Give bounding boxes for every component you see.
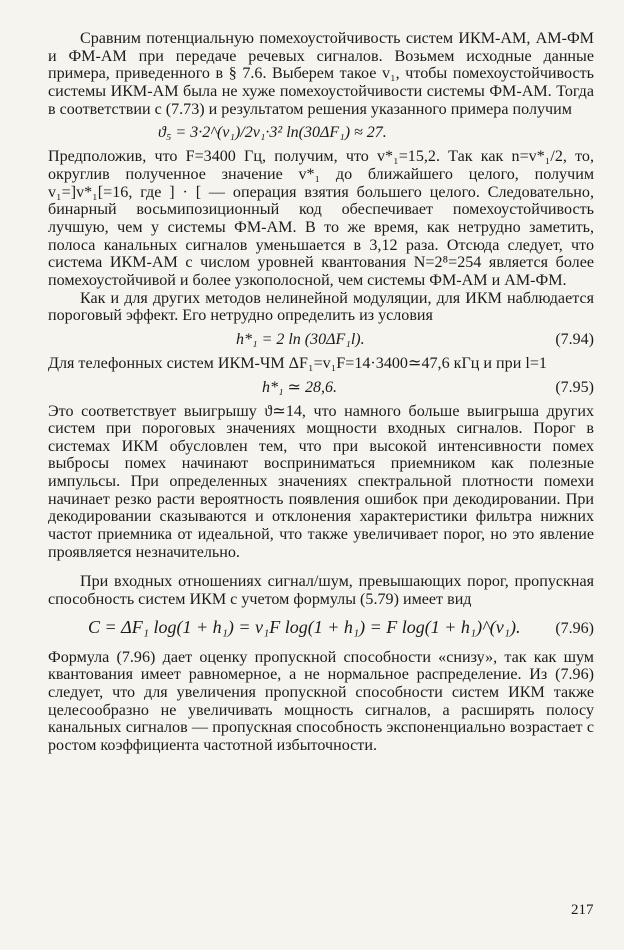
equation-4-formula: C = ΔF₁ log(1 + h₁) = v₁F log(1 + h₁) = F log(1 + h₁)^(v₁). [88,616,521,637]
equation-2-number: (7.94) [555,330,594,348]
equation-1 [48,118,594,148]
page-number: 217 [571,902,594,918]
paragraph-1: Сравним потенциальную помехоустойчивость систем ИКМ-АМ, АМ-ФМ и ФМ-АМ при передаче речевых сигналов. Возьмем исходные данные примера, приведенного в § 7.6. Выберем такое v₁, чтобы помехоустойчивость системы ИКМ-АМ была не хуже помехоустойчивости системы ФМ-АМ. Тогда в соответствии с (7.73) и результатом решения указанного примера получим [48,30,594,118]
equation-1-formula: ϑ₅ = 3·2^(v₁)/2v₁·3² ln(30ΔF₁) ≈ 27. [158,124,387,142]
paragraph-7: Формула (7.96) дает оценку пропускной способности «снизу», так как шум квантования имеет равномерное, а не нормальное распределение. Из (7.96) следует, что для увеличения пропускной способности систем ИКМ также целесообразно не увеличивать мощность сигналов, а расширять полосу канальных сигналов — пропускная способность экспоненциально возрастает с ростом коэффициента частотной избыточности. [48,648,594,754]
paragraph-2: Предположив, что F=3400 Гц, получим, что v*₁=15,2. Так как n=v*₁/2, то, округлив полученное значение v*₁ до ближайшего целого, получим v₁=]v*₁[=16, где ] · [ — операция взятия большего целого. Следовательно, бинарный восьмипозиционный код обеспечивает помехоустойчивость лучшую, чем у системы ФМ-АМ. В то же время, как нетрудно заметить, полоса канальных сигналов уменьшается в 3,12 раза. Отсюда следует, что система ИКМ-АМ с числом уровней квантования N=2⁸=254 является более помехоустойчивой и более узкополосной, чем системы ФМ-АМ и АМ-ФМ. [48,148,594,289]
paragraph-5: Это соответствует выигрышу ϑ≃14, что намного больше выигрыша других систем при пороговых значениях мощности входных сигналов. Порог в системах ИКМ обусловлен тем, что при высокой интенсивности помех выбросы помех начинают восприниматься приемником как полезные импульсы. При определенных значениях спектральной плотности помехи начинает резко расти вероятность появления ошибок при декодировании. При декодировании сказываются и отклонения характеристики фильтра нижних частот приемника от идеальной, что также увеличивает порог, но это явление проявляется незначительно. [48,402,594,561]
paragraph-4: Для телефонных систем ИКМ-ЧМ ΔF₁=v₁F=14·3400≃47,6 кГц и при l=1 [48,354,547,372]
text-column [48,30,594,755]
equation-4 [48,609,594,649]
equation-2-formula: h*₁ = 2 ln (30ΔF₁l). [236,330,365,348]
equation-4-number: (7.96) [555,619,594,637]
equation-3-number: (7.95) [555,378,594,396]
paragraph-6: При входных отношениях сигнал/шум, превышающих порог, пропускная способность систем ИКМ с учетом формулы (5.79) имеет вид [48,573,594,609]
equation-3 [48,373,594,403]
paragraph-3: Как и для других методов нелинейной модуляции, для ИКМ наблюдается пороговый эффект. Его нетрудно определить из условия [48,289,594,325]
equation-3-formula: h*₁ ≃ 28,6. [262,378,337,396]
equation-2 [48,325,594,355]
